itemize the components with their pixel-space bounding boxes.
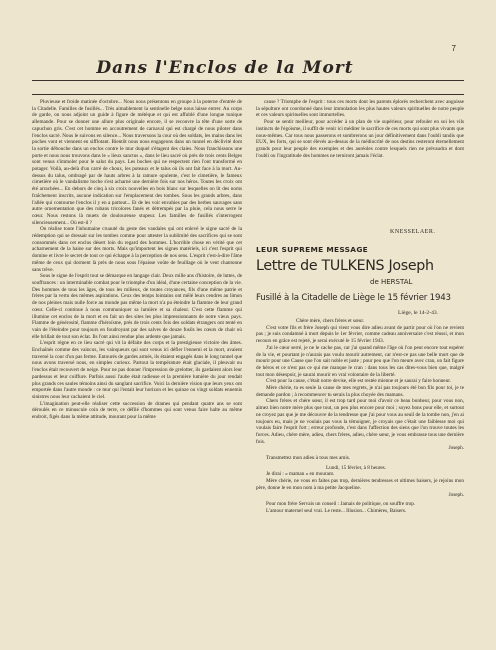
letter-paragraph: J'ai le cœur serré, je ne le cache pas, car j'ai quand même l'âge où l'on peut encore tout espérer de la vie, et pourtant je n'aurais pas voulu mourir autrement, car n'est-ce pas une belle mort que de mourir pour une Cause que l'on sait noble et juste ; pour peu que l'on meure avec cran, on fait figure de héros et ce n'est pas ce qui me manque le cran : dans tous les cas dites-vous bien que, malgré tout mon désespoir, je saurai mourir en vrai volontaire de la liberté. (256, 344, 464, 378)
title-rule-top (32, 80, 464, 81)
article-title: Dans l'Enclos de la Mort (96, 58, 354, 78)
letter-signature-2: Joseph. (448, 491, 464, 498)
right-paragraph: cause ? Triomphe de l'esprit : tous ces morts dont les parents éplorés recherchent avec angoisse la sépulture ont coordonné dans leur immolation les plus hautes valeurs spirituelles de notre peuple et ces valeurs spirituelles sont immortelles. (256, 99, 464, 119)
letter-origin: de HERSTAL (370, 278, 413, 286)
left-paragraph: Sous le signe de l'esprit tout se démarque en langage clair. Deux mille ans d'histoire, de luttes, de souffrances : un interminable combat pour le triomphe d'un idéal, d'une certaine conception de la vie. Des hommes de tous les âges, de tous les milieux, de toutes croyances, fils d'une même patrie et frères par la vertu des mêmes aspirations. Ceux des temps lointains ont mêlé leurs cendres au limon de nos pleines mais nulle force au monde pas même la mort n'a pu éteindre la flamme de leur grand cœur. Celle-ci continue à nous communiquer sa lumière et sa chaleur. C'est cette flamme qui illumine cet enclos de la mort et en fait un des sites les plus impressionnants de notre vieux pays. Flamme de générosité, flamme d'héroïsme, près de trois cents fois des soldats étrangers ont tenté en vain de l'éteindre pour toujours en foudroyant par des salves de douze fusils les cœurs de chair où elle brillait de tout son éclat. Ils l'ont ainsi rendue plus ardente que jamais. (32, 273, 242, 340)
letter-paragraph: Chers frères et chère sœur, il est trop tard pour moi d'avoir ce beau bonheur, pour vous non, aimez bien notre mère plus que tout, un peu plus encore pour moi ; soyez bons pour elle, et surtout ne croyez pas que je me découvre de la tendresse que j'ai pour vous au seuil de la tombe non, j'en ai toujours eu, mais je ne voulais pas vous la témoigner, je croyais que c'était une faiblesse moi qui voulais faire l'esprit fort ; erreur profonde, c'est dans l'affection des siens que l'on trouve toutes les forces. Adieu, chère mère, adieu, chers frères, adieu, chère sœur, je vous embrasse tous une dernière fois. (256, 398, 464, 445)
right-top-column (256, 99, 464, 229)
left-column (32, 99, 242, 629)
letter-body (256, 318, 464, 633)
letter-signature: Joseph. (448, 445, 464, 452)
left-paragraph: L'imagination peut-elle réaliser cette succession de drames qui pendant quatre ans se sont déroulés en ce minuscule coin de terre, ce défilé d'hommes qui sont venus faire halte au même endroit, figés dans la même attitude, mourant pour la même (32, 400, 242, 421)
left-paragraph: On réalise toute l'inhumaine cruauté du geste des vandales qui ont enlevé le signe sacré de la rédemption qui se dressait sur les tombes comme pour attester la sublimité des sacrifices qui se sont consommés dans cet enclos désert loin du regard des hommes. L'horrible chose en vérité que cet acharnement de la haine sur des morts. Mais qu'importent les signes matériels, ici c'est l'esprit qui domine et livre le secret de tout ce qui échappe à la perception de nos sens. L'esprit c'est-à-dire l'âme même de ceux qui dorment là près de nous sous l'épaisse voûte de feuillage où le vent chantonne sans trêve. (32, 226, 242, 273)
letter-greeting: Chère mère, chers frères et sœur. (296, 318, 365, 324)
right-paragraph: Pour se sentir meilleur, pour accéder à un plan de vie supérieur, pour refouler en soi les vils instincts de l'égoïsme, il suffit de venir ici méditer le sacrifice de ces morts qui sont plus vivants que nous-mêmes. Car tous nous passerons et sombrerons un jour définitivement dans l'oubli tandis que EUX, les forts, qui se sont élevés au-dessus de la médiocrité de nos destins resteront éternellement grands pour leur peuple des exemples et des auréoles contre lesquels rien ne prévaudra et dont l'oubli ou l'ingratitude des hommes ne terniront jamais l'éclat. (256, 119, 464, 159)
letter-paragraph: C'est pour la cause, c'était notre devise, elle est restée mienne et je saurai y faire honneur. (266, 378, 451, 385)
left-paragraph: L'esprit règne en ce lieu sacré qui vit la défaite des corps et la prestigieuse victoire des âmes. Enchaînés comme des vaincus, les vainqueurs qui sont venus ici défier l'ennemi et la mort, avaient traversé la cour d'un pas ferme. Entourés de gardes armés, ils étaient engagés dans le long tunnel que nous avons traversé nous, en simples curieux. Partout la température était glaciale, il pleuvait ou l'enclos était recouvert de neige. Pour ne pas donner l'impression de grelotter, ils gardaient alors leur pardessus et leur coiffure. Parfois aussi l'aube était radieuse et la première lumière du jour rendait plus grands ces saules témoins ainsi du sanglant sacrifice. Voici la dernière vision que leurs yeux ont emportée dans l'autre monde : ce mur qui l'entait leur horizon et les quinze ou vingt soldats ennemis sinistres nous leur cachaient le ciel. (32, 340, 242, 400)
letter-title: Lettre de TULKENS Joseph (256, 258, 434, 274)
supreme-message-header: LEUR SUPREME MESSAGE (256, 245, 369, 254)
title-rule-bottom (32, 94, 464, 95)
left-paragraph: Pluvieuse et froide matinée d'octobre... Nous nous présentons en groupe à la poterne d'entrée de la Citadelle. Familles de fusillés... Très aimablement la sentinelle belge nous laisse entrer. Au corps de garde, on nous adjoint un guide à figure de métèque et qui est affublé d'une longue tunique allemande. Pour se donner une allure plus originale encore, il se recouvre la tête d'une sorte de capuchon gris. C'est cet homme en accoutrement de carnaval qui est chargé de nous piloter dans l'enclos sacré. Nous le suivons en silence... Nous traversons la cour où des soldats, les mains dans les poches vont et viennent en sifflotant. Bientôt nous nous engageons dans un tunnel en déclivité dont la sortie débouche dans un enclos contre le mur duquel s'étagent des claies. Nous franchissons une porte et nous nous trouvons dans le « lieux sanctus », dans le lieu sacré où près de trois cents Belges sont venus s'immoler pour le salut du pays. Les boches qui ne respectent rien l'ont transformé en potager. Voilà, au-delà d'un carré de choux, les poteaux et le talus où ils ont fait face à la mort. Au-dessus du talus, ombragé par de hauts arbres à la ramure opulente, c'est le cimetière, le fameux cimetière où le vandalisme boche s'est acharné une dernière fois sur nos héros. Toutes les croix ont été arrachées... En dehors de cinq à six croix nouvelles en bois blanc sur lesquelles on lit des noms fraîchement inscrits, aucune indication sur l'emplacement des tombes. Sous les grands arbres, dans l'allée qui contourne l'enclos il y en a partout... Et de les voir envahies par des herbes sauvages sans autre ornementation que des rubans tricolores fanés et détrempés par la pluie, cela nous serre le cœur. Nous restons là muets de douloureuse stupeur. Les familles de fusillés s'interrogent silencieusement... Où est-il ? (32, 99, 242, 226)
letter-last-words: Je dirai : « maman » en mourant. (266, 471, 335, 478)
letter-paragraph: Mère chérie, ne vous en faites pas trop, dernières tendresses et ultimes baisers, je rejoins mon père, donne le en mon nom à ma petite Jacqueline. (256, 478, 464, 491)
page-number: 7 (451, 44, 456, 53)
letter-postscript: Pour mon frère Servais un conseil : Jamais de politique, on souffre trop. (266, 501, 416, 508)
letter-transmit: Transmettez mon adieu à tous mes amis. (266, 455, 351, 462)
letter-date2: Lundi, 15 février, à 8 heures. (326, 464, 387, 471)
letter-closing: L'amour maternel seul vrai. Le reste... Illusion... Chimères, Baisers. (266, 507, 407, 514)
letter-paragraph: Mère chérie, tu es seule la cause de mes regrets, je n'ai pas toujours été bon fils pour toi, je te demande pardon ; à recommencer tu serais la plus choyée des mamans. (256, 385, 464, 398)
letter-paragraph: C'est votre fils et frère Joseph qui vient vous dire adieu avant de partir pour où l'on ne revient pas ; je suis condamné à mort depuis le 1er février, comme cadeau anniversaire c'est réussi, et mon recours en grâce est rejeté, je serai exécuté le 15 février 1943. (256, 324, 464, 345)
letter-date: Liège, le 14-2-43. (398, 310, 439, 316)
letter-subtitle: Fusillé à la Citadelle de Liège le 15 février 1943 (256, 293, 451, 303)
article-signature: KNESSELAER. (390, 229, 436, 235)
